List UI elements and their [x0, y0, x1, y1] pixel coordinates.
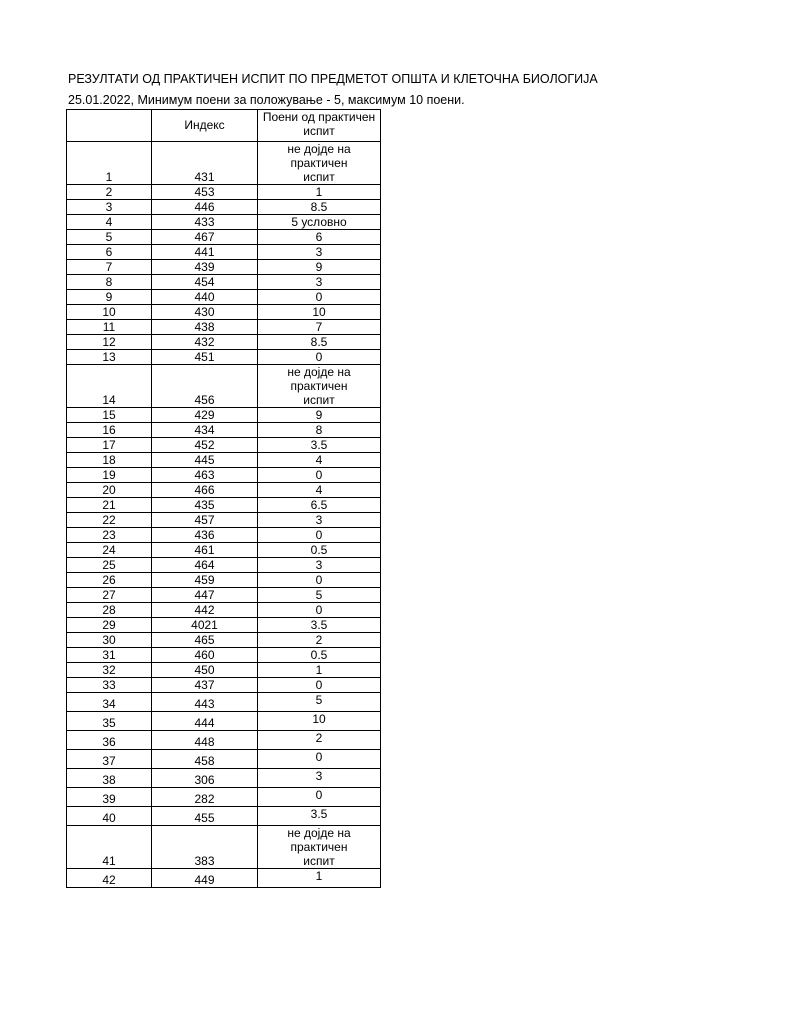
row-index: 446	[152, 200, 258, 215]
table-row	[67, 869, 381, 888]
table-row	[67, 618, 381, 633]
table-row	[67, 573, 381, 588]
header-points: Поени од практичен испит	[258, 110, 381, 142]
row-index: 437	[152, 678, 258, 693]
table-row	[67, 731, 381, 750]
table-row	[67, 528, 381, 543]
row-number: 34	[67, 693, 152, 712]
table-row	[67, 320, 381, 335]
row-index: 463	[152, 468, 258, 483]
row-index: 442	[152, 603, 258, 618]
table-row	[67, 365, 381, 408]
table-row	[67, 807, 381, 826]
row-index: 282	[152, 788, 258, 807]
table-row	[67, 408, 381, 423]
row-index: 306	[152, 769, 258, 788]
row-number: 14	[67, 365, 152, 408]
row-index: 448	[152, 731, 258, 750]
row-number: 20	[67, 483, 152, 498]
row-points: 6	[258, 230, 381, 245]
row-index: 447	[152, 588, 258, 603]
table-row	[67, 245, 381, 260]
row-index: 445	[152, 453, 258, 468]
row-number: 15	[67, 408, 152, 423]
row-points: 3	[258, 558, 381, 573]
row-number: 28	[67, 603, 152, 618]
row-points: 0.5	[258, 648, 381, 663]
row-number: 5	[67, 230, 152, 245]
row-index: 461	[152, 543, 258, 558]
table-row	[67, 678, 381, 693]
row-number: 27	[67, 588, 152, 603]
row-index: 433	[152, 215, 258, 230]
row-number: 31	[67, 648, 152, 663]
row-index: 454	[152, 275, 258, 290]
row-index: 453	[152, 185, 258, 200]
row-points: 8.5	[258, 200, 381, 215]
row-number: 42	[67, 869, 152, 888]
table-row	[67, 215, 381, 230]
row-index: 464	[152, 558, 258, 573]
row-number: 11	[67, 320, 152, 335]
row-points: 0	[258, 603, 381, 618]
row-number: 37	[67, 750, 152, 769]
table-row	[67, 788, 381, 807]
row-number: 6	[67, 245, 152, 260]
row-number: 30	[67, 633, 152, 648]
row-number: 13	[67, 350, 152, 365]
row-number: 23	[67, 528, 152, 543]
row-number: 22	[67, 513, 152, 528]
row-points: 3	[258, 245, 381, 260]
row-number: 32	[67, 663, 152, 678]
table-row	[67, 826, 381, 869]
row-points: не дојде на практичен испит	[258, 142, 381, 185]
row-points: 3	[258, 275, 381, 290]
row-index: 450	[152, 663, 258, 678]
row-index: 430	[152, 305, 258, 320]
row-number: 40	[67, 807, 152, 826]
row-points: 1	[258, 869, 381, 888]
header-number	[67, 110, 152, 142]
table-row	[67, 260, 381, 275]
table-row	[67, 290, 381, 305]
row-index: 456	[152, 365, 258, 408]
row-number: 8	[67, 275, 152, 290]
row-number: 3	[67, 200, 152, 215]
row-points: 0	[258, 290, 381, 305]
row-index: 467	[152, 230, 258, 245]
row-points: 0.5	[258, 543, 381, 558]
row-points: 0	[258, 468, 381, 483]
table-row	[67, 200, 381, 215]
table-row	[67, 558, 381, 573]
table-row	[67, 335, 381, 350]
row-number: 10	[67, 305, 152, 320]
row-points: 0	[258, 788, 381, 807]
row-index: 457	[152, 513, 258, 528]
row-index: 435	[152, 498, 258, 513]
table-row	[67, 498, 381, 513]
document-title: РЕЗУЛТАТИ ОД ПРАКТИЧЕН ИСПИТ ПО ПРЕДМЕТОТ ОПШТА И КЛЕТОЧНА БИОЛОГИЈА	[68, 72, 598, 86]
row-points: 9	[258, 260, 381, 275]
table-row	[67, 483, 381, 498]
table-row	[67, 468, 381, 483]
table-header-row	[67, 110, 381, 142]
row-points: 5	[258, 693, 381, 712]
row-points: 3.5	[258, 438, 381, 453]
row-index: 440	[152, 290, 258, 305]
row-points: 0	[258, 573, 381, 588]
row-index: 465	[152, 633, 258, 648]
table-row	[67, 305, 381, 320]
row-points: 0	[258, 750, 381, 769]
table-row	[67, 663, 381, 678]
row-index: 443	[152, 693, 258, 712]
row-number: 25	[67, 558, 152, 573]
row-points: 5 условно	[258, 215, 381, 230]
row-number: 35	[67, 712, 152, 731]
row-index: 458	[152, 750, 258, 769]
row-number: 9	[67, 290, 152, 305]
row-number: 4	[67, 215, 152, 230]
row-number: 41	[67, 826, 152, 869]
row-number: 39	[67, 788, 152, 807]
row-index: 429	[152, 408, 258, 423]
row-number: 7	[67, 260, 152, 275]
row-number: 33	[67, 678, 152, 693]
row-index: 383	[152, 826, 258, 869]
table-row	[67, 712, 381, 731]
row-number: 38	[67, 769, 152, 788]
row-index: 455	[152, 807, 258, 826]
row-index: 459	[152, 573, 258, 588]
row-points: 5	[258, 588, 381, 603]
table-row	[67, 275, 381, 290]
row-index: 436	[152, 528, 258, 543]
row-index: 441	[152, 245, 258, 260]
row-points: не дојде на практичен испит	[258, 365, 381, 408]
row-index: 434	[152, 423, 258, 438]
table-row	[67, 588, 381, 603]
row-number: 26	[67, 573, 152, 588]
table-row	[67, 648, 381, 663]
row-points: 2	[258, 633, 381, 648]
row-points: 0	[258, 350, 381, 365]
row-index: 452	[152, 438, 258, 453]
row-points: 3.5	[258, 618, 381, 633]
row-points: 6.5	[258, 498, 381, 513]
row-points: 7	[258, 320, 381, 335]
row-index: 439	[152, 260, 258, 275]
row-index: 438	[152, 320, 258, 335]
document-subtitle: 25.01.2022, Минимум поени за положување - 5, максимум 10 поени.	[68, 93, 465, 107]
table-row	[67, 603, 381, 618]
row-number: 16	[67, 423, 152, 438]
table-row	[67, 185, 381, 200]
row-points: 1	[258, 185, 381, 200]
table-row	[67, 142, 381, 185]
table-row	[67, 693, 381, 712]
results-table	[66, 109, 381, 888]
row-index: 451	[152, 350, 258, 365]
row-number: 1	[67, 142, 152, 185]
row-points: 10	[258, 305, 381, 320]
table-row	[67, 543, 381, 558]
row-points: 0	[258, 528, 381, 543]
table-row	[67, 350, 381, 365]
table-row	[67, 769, 381, 788]
row-points: не дојде на практичен испит	[258, 826, 381, 869]
row-points: 0	[258, 678, 381, 693]
row-index: 460	[152, 648, 258, 663]
row-points: 4	[258, 453, 381, 468]
row-index: 449	[152, 869, 258, 888]
table-row	[67, 750, 381, 769]
row-points: 8	[258, 423, 381, 438]
row-points: 10	[258, 712, 381, 731]
row-points: 3	[258, 513, 381, 528]
row-index: 466	[152, 483, 258, 498]
row-points: 4	[258, 483, 381, 498]
row-number: 19	[67, 468, 152, 483]
header-index: Индекс	[152, 110, 258, 142]
row-points: 3.5	[258, 807, 381, 826]
table-row	[67, 633, 381, 648]
table-row	[67, 513, 381, 528]
row-index: 431	[152, 142, 258, 185]
table-body	[67, 142, 381, 888]
row-number: 24	[67, 543, 152, 558]
row-index: 432	[152, 335, 258, 350]
row-points: 8.5	[258, 335, 381, 350]
row-index: 444	[152, 712, 258, 731]
row-number: 17	[67, 438, 152, 453]
row-number: 29	[67, 618, 152, 633]
row-number: 21	[67, 498, 152, 513]
row-number: 36	[67, 731, 152, 750]
row-index: 4021	[152, 618, 258, 633]
row-points: 1	[258, 663, 381, 678]
row-points: 9	[258, 408, 381, 423]
row-points: 3	[258, 769, 381, 788]
table-row	[67, 423, 381, 438]
row-number: 2	[67, 185, 152, 200]
table-row	[67, 230, 381, 245]
table-row	[67, 438, 381, 453]
table-row	[67, 453, 381, 468]
row-points: 2	[258, 731, 381, 750]
row-number: 12	[67, 335, 152, 350]
row-number: 18	[67, 453, 152, 468]
